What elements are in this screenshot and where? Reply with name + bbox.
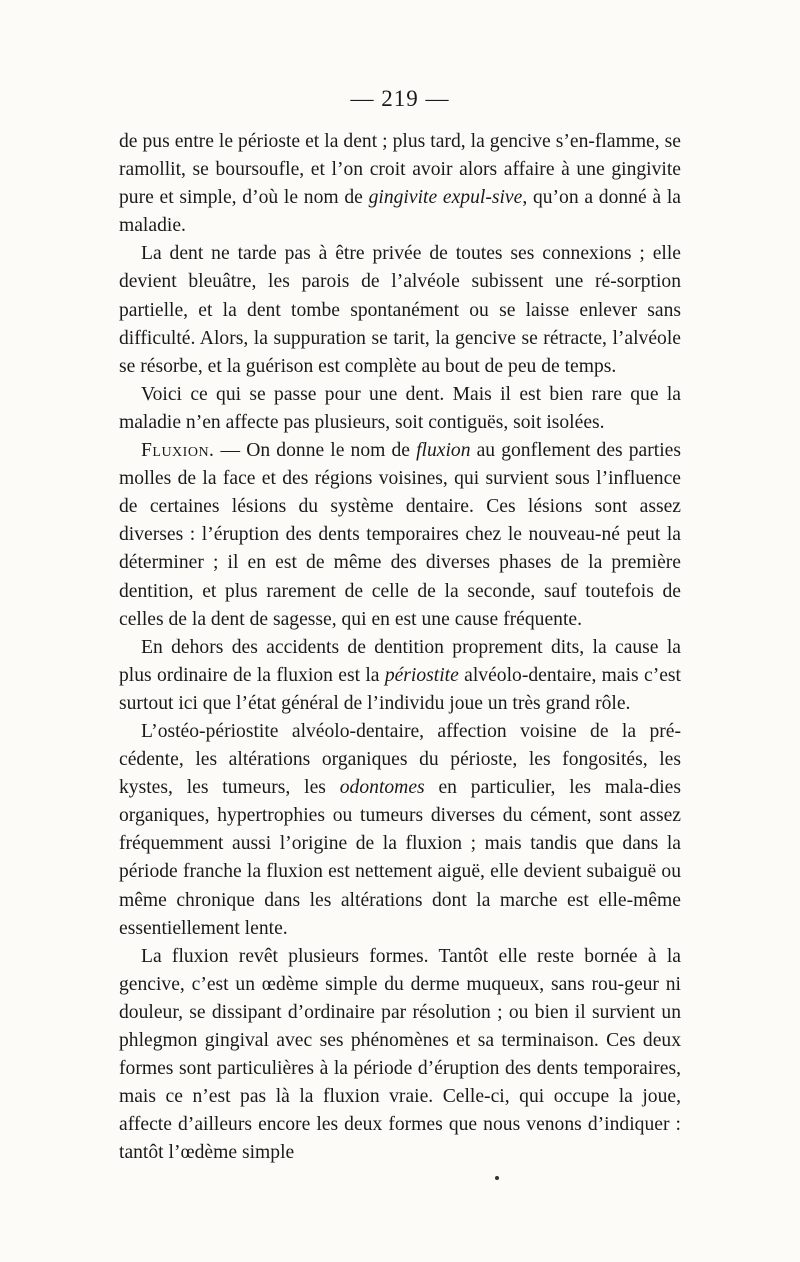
paragraph-2: La dent ne tarde pas à être privée de toutes ses connexions ; elle devient bleuâtre, les parois de l’alvéole subissent une ré-sorption partielle, et la dent tombe spontanément ou se laisse enlever sans difficulté. Alors, la suppuration se tarit, la gencive se rétracte, l’alvéole se résorbe, et la guérison est complète au bout de peu de temps. bbox=[119, 243, 681, 377]
paragraph-5: En dehors des accidents de dentition proprement dits, la cause la plus ordinaire de la fluxion est la périostite alvéolo-dentaire, mais c’est surtout ici que l’état général de l’individu joue un très grand rôle. bbox=[119, 636, 681, 714]
italic-term: odontomes bbox=[339, 777, 425, 799]
paragraph-6: L’ostéo-périostite alvéolo-dentaire, affection voisine de la pré-cédente, les altérations organiques du périoste, les fongosités, les kystes, les tumeurs, les odontomes en particulier, les mala-dies organiques, hypertrophies ou tumeurs diverses du cément, sont assez fréquemment aussi l’origine de la fluxion ; mais tandis que dans la période franche la fluxion est nettement aiguë, elle devient subaiguë ou même chronique dans les altérations dont la marche est elle-même essentiellement lente. bbox=[119, 720, 682, 939]
page-number: — 219 — bbox=[350, 86, 450, 111]
italic-term: fluxion bbox=[416, 440, 471, 462]
print-mark bbox=[495, 1176, 499, 1180]
section-heading: Fluxion. bbox=[141, 440, 215, 462]
paragraph-1: de pus entre le périoste et la dent ; plus tard, la gencive s’en-flamme, se ramollit, se boursoufle, et l’on croit avoir alors affaire à une gingivite pure et simple, d’où le nom de gingivite expul-sive, qu’on a donné à la maladie. bbox=[119, 131, 681, 237]
paragraph-7: La fluxion revêt plusieurs formes. Tantôt elle reste bornée à la gencive, c’est un œdème simple du derme muqueux, sans rou-geur ni douleur, se dissipant d’ordinaire par résolution ; ou bien il survient un phlegmon gingival avec ses phénomènes et sa terminaison. Ces deux formes sont particulières à la période d’éruption des dents temporaires, mais ce n’est pas là la fluxion vraie. Celle-ci, qui occupe la joue, affecte d’ailleurs encore les deux formes que nous venons d’indiquer : tantôt l’œdème simple bbox=[119, 945, 681, 1164]
italic-term: gingivite expul-sive bbox=[368, 187, 523, 209]
paragraph-4: Fluxion. — On donne le nom de fluxion au gonflement des parties molles de la face et des régions voisines, qui survient sous l’influence de certaines lésions du système dentaire. Ces lésions sont assez diverses : l’éruption des dents temporaires chez le nouveau-né peut la déterminer ; il en est de même des diverses phases de la première dentition, et plus rarement de celle de la seconde, sauf toutefois de celles de la dent de sagesse, qui en est une cause fréquente. bbox=[119, 440, 681, 630]
paragraph-3: Voici ce qui se passe pour une dent. Mais il est bien rare que la maladie n’en affecte pas plusieurs, soit contiguës, soit isolées. bbox=[119, 383, 681, 433]
book-page bbox=[119, 84, 681, 1167]
italic-term: périostite bbox=[384, 664, 459, 686]
